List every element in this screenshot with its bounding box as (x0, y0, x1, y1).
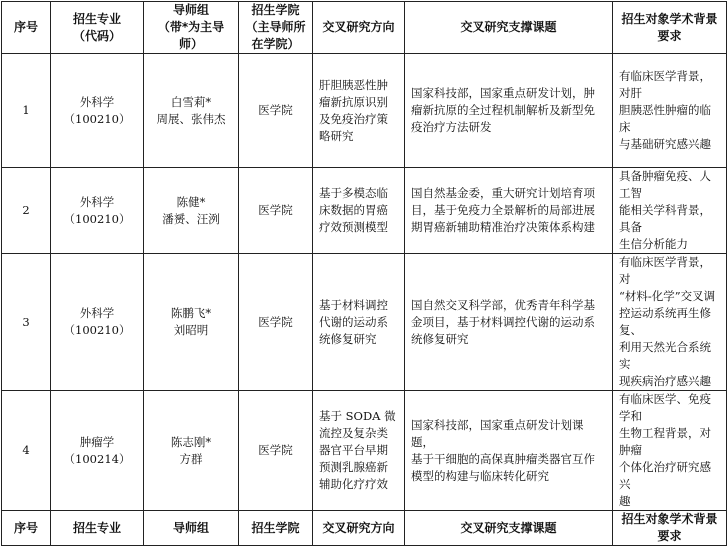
row-college: 医学院 (239, 54, 313, 168)
row-college: 医学院 (239, 391, 313, 511)
row-college: 医学院 (239, 254, 313, 391)
row-requirement: 有临床医学背景，对肝 胆胰恶性肿瘤的临床 与基础研究感兴趣 (613, 54, 727, 168)
row-requirement: 有临床医学、免疫学和 生物工程背景，对肿瘤 个体化治疗研究感兴 趣 (613, 391, 727, 511)
table-row (2, 54, 727, 168)
header-supervisor: 导师组 （带*为主导 师） (144, 2, 239, 54)
footer-college: 招生学院 (239, 511, 313, 546)
header-no: 序号 (2, 2, 51, 54)
header-major: 招生专业 （代码） (51, 2, 144, 54)
row-no: 1 (2, 54, 51, 168)
header-project: 交叉研究支撑课题 (405, 2, 613, 54)
row-requirement: 有临床医学背景，对 “材料-化学”交叉调 控运动系统再生修复、 利用天然光合系统实 现疾病治疗感兴趣 (613, 254, 727, 391)
footer-project: 交叉研究支撑课题 (405, 511, 613, 546)
row-major: 外科学 （100210） (51, 168, 144, 254)
row-major: 肿瘤学 （100214） (51, 391, 144, 511)
table-row (2, 391, 727, 511)
footer-direction: 交叉研究方向 (313, 511, 405, 546)
table-row (2, 254, 727, 391)
footer-row (2, 511, 727, 546)
row-no: 4 (2, 391, 51, 511)
row-project: 国自然交叉科学部，优秀青年科学基 金项目，基于材料调控代谢的运动系 统修复研究 (405, 254, 613, 391)
row-no: 3 (2, 254, 51, 391)
row-major: 外科学 （100210） (51, 254, 144, 391)
row-no: 2 (2, 168, 51, 254)
row-direction: 基于多模态临 床数据的胃癌 疗效预测模型 (313, 168, 405, 254)
row-supervisor: 白雪莉* 周展、张伟杰 (144, 54, 239, 168)
recruitment-table (1, 1, 727, 546)
header-college: 招生学院 （主导师所 在学院） (239, 2, 313, 54)
row-project: 国自然基金委，重大研究计划培育项 目，基于免疫力全景解析的局部进展 期胃癌新辅助精准治疗决策体系构建 (405, 168, 613, 254)
row-supervisor: 陈健* 潘赟、汪洌 (144, 168, 239, 254)
row-supervisor: 陈鹏飞* 刘昭明 (144, 254, 239, 391)
footer-requirement: 招生对象学术背景要求 (613, 511, 727, 546)
row-direction: 基于材料调控 代谢的运动系 统修复研究 (313, 254, 405, 391)
header-requirement: 招生对象学术背景要求 (613, 2, 727, 54)
footer-major: 招生专业 (51, 511, 144, 546)
header-direction: 交叉研究方向 (313, 2, 405, 54)
row-direction: 基于 SODA 微 流控及复杂类 器官平台早期 预测乳腺癌新 辅助化疗疗效 (313, 391, 405, 511)
row-major: 外科学 （100210） (51, 54, 144, 168)
footer-supervisor: 导师组 (144, 511, 239, 546)
row-direction: 肝胆胰恶性肿 瘤新抗原识别 及免疫治疗策 略研究 (313, 54, 405, 168)
row-project: 国家科技部，国家重点研发计划，肿 瘤新抗原的全过程机制解析及新型免 疫治疗方法研发 (405, 54, 613, 168)
row-project: 国家科技部，国家重点研发计划课题， 基于干细胞的高保真肿瘤类器官互作 模型的构建与临床转化研究 (405, 391, 613, 511)
row-supervisor: 陈志刚* 方群 (144, 391, 239, 511)
row-college: 医学院 (239, 168, 313, 254)
table-row (2, 168, 727, 254)
header-row (2, 2, 727, 54)
row-requirement: 具备肿瘤免疫、人工智 能相关学科背景，具备 生信分析能力 (613, 168, 727, 254)
footer-no: 序号 (2, 511, 51, 546)
